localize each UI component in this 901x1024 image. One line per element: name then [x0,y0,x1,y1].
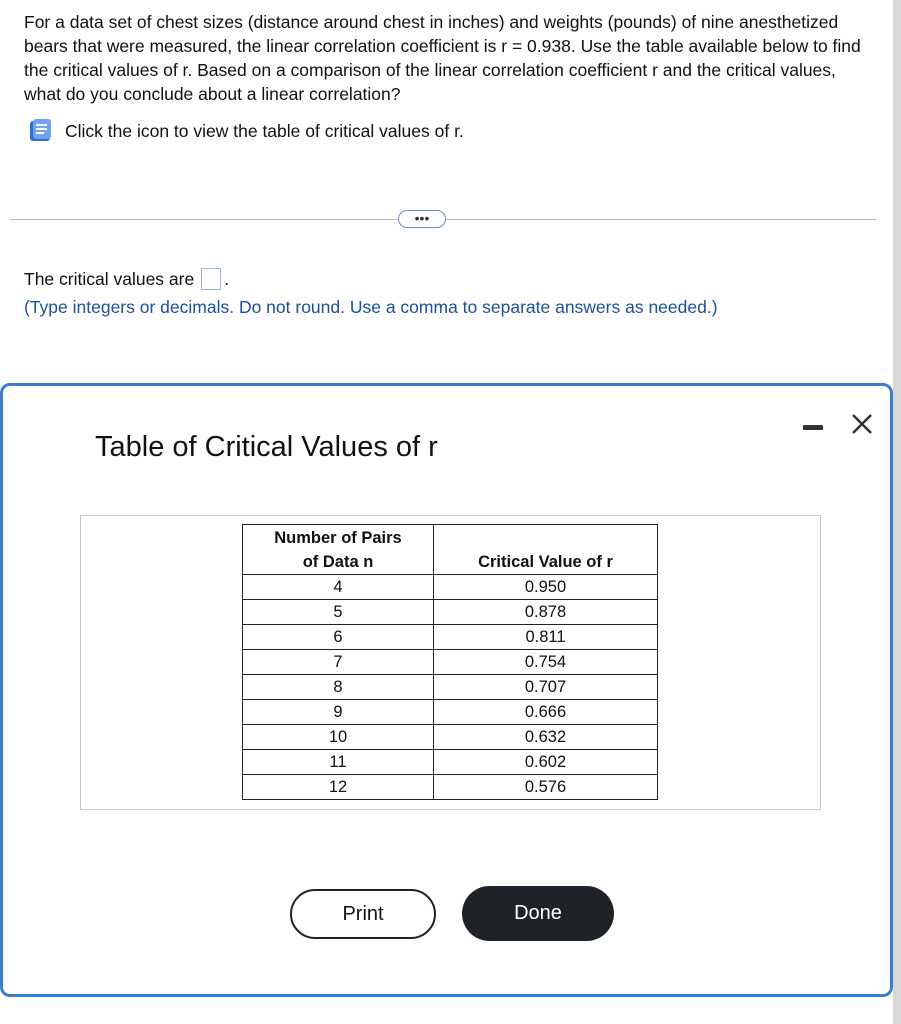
table-row [243,600,658,625]
print-button[interactable]: Print [290,889,436,939]
cell-n: 10 [243,725,434,750]
table-row [243,575,658,600]
table-row [243,750,658,775]
header-n [243,525,434,575]
cell-r: 0.878 [434,600,658,625]
answer-prefix: The critical values are [24,269,195,289]
book-icon[interactable] [27,117,55,145]
cell-n: 5 [243,600,434,625]
table-row [243,775,658,800]
answer-hint: (Type integers or decimals. Do not round. Use a comma to separate answers as needed.) [24,297,718,317]
table-link-row[interactable] [27,117,464,145]
answer-suffix: . [224,269,230,289]
cell-r: 0.811 [434,625,658,650]
cell-n: 12 [243,775,434,800]
cell-r: 0.666 [434,700,658,725]
answer-line [24,267,229,291]
cell-r: 0.707 [434,675,658,700]
cell-n: 9 [243,700,434,725]
done-button[interactable]: Done [462,886,614,941]
cell-r: 0.632 [434,725,658,750]
more-button[interactable]: ••• [398,210,446,228]
minimize-icon[interactable] [803,425,823,430]
header-n-line1: Number of Pairs [274,529,402,547]
cell-n: 11 [243,750,434,775]
cell-r: 0.602 [434,750,658,775]
table-row [243,675,658,700]
cell-r: 0.950 [434,575,658,600]
cell-n: 4 [243,575,434,600]
critical-values-table [242,524,658,800]
cell-n: 8 [243,675,434,700]
table-row [243,625,658,650]
cell-n: 7 [243,650,434,675]
cell-r: 0.754 [434,650,658,675]
table-row [243,725,658,750]
close-icon[interactable] [848,410,876,438]
cell-n: 6 [243,625,434,650]
header-n-line2: of Data n [302,553,374,571]
popup-title: Table of Critical Values of r [95,431,438,463]
table-row [243,650,658,675]
critical-values-input[interactable] [201,268,221,290]
header-r: Critical Value of r [434,525,658,575]
scrollbar-track[interactable] [893,0,901,1024]
table-link-text[interactable]: Click the icon to view the table of critical values of r. [65,120,464,141]
cell-r: 0.576 [434,775,658,800]
table-row [243,700,658,725]
question-text: For a data set of chest sizes (distance around chest in inches) and weights (pounds) of nine anesthetized bears that were measured, the linear correlation coefficient is r = 0.938. Use the table available below to find the critical values of r. Based on a comparison of the linear correlation coefficient r and the critical values, what do you conclude about a linear correlation? [24,12,861,104]
